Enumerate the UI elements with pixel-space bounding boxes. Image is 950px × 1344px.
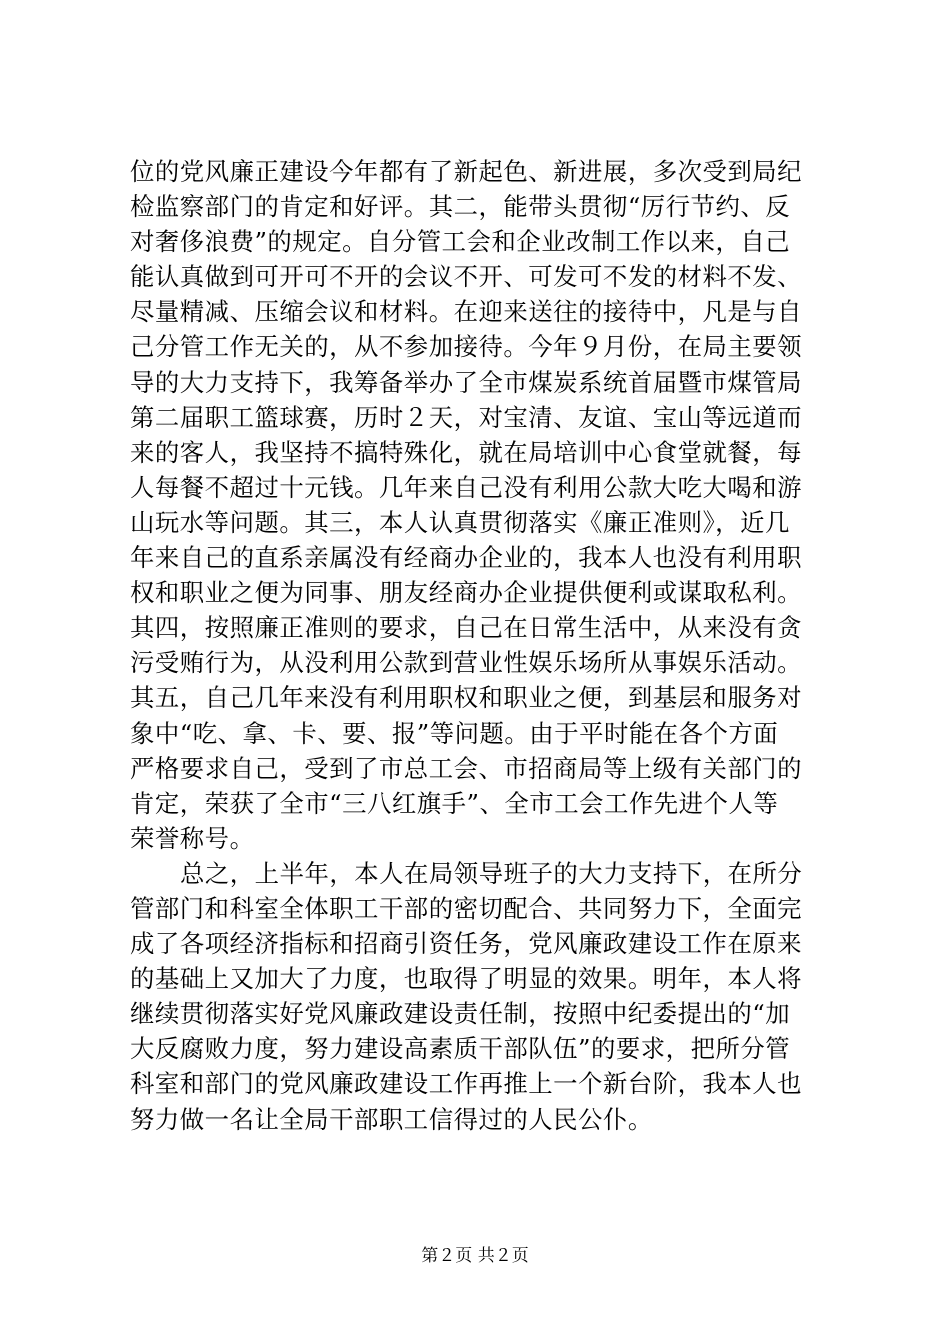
text-line: 总之，上半年，本人在局领导班子的大力支持下，在所分	[180, 858, 803, 888]
text-line: 山玩水等问题。其三，本人认真贯彻落实《廉正准则》，近几	[130, 507, 790, 537]
text-line: 对奢侈浪费”的规定。自分管工会和企业改制工作以来，自己	[130, 227, 791, 257]
text-line: 肯定，荣获了全市“三八红旗手”、全市工会工作先进个人等	[130, 788, 779, 818]
text-line: 己分管工作无关的，从不参加接待。今年９月份，在局主要领	[130, 332, 803, 362]
text-line: 科室和部门的党风廉政建设工作再推上一个新台阶，我本人也	[130, 1069, 803, 1099]
text-line: 导的大力支持下，我筹备举办了全市煤炭系统首届暨市煤管局	[130, 367, 803, 397]
text-line: 能认真做到可开可不开的会议不开、可发可不发的材料不发、	[130, 262, 803, 292]
text-line: 检监察部门的肯定和好评。其二，能带头贯彻“厉行节约、反	[130, 192, 791, 222]
text-line: 第二届职工篮球赛，历时２天，对宝清、友谊、宝山等远道而	[130, 402, 803, 432]
paragraph-2	[130, 856, 830, 1137]
text-line: 管部门和科室全体职工干部的密切配合、共同努力下，全面完	[130, 893, 803, 923]
page-number-footer: 第２页 共２页	[421, 1246, 529, 1266]
text-line: 污受贿行为，从没利用公款到营业性娱乐场所从事娱乐活动。	[130, 648, 803, 678]
text-line: 大反腐败力度，努力建设高素质干部队伍”的要求，把所分管	[130, 1034, 791, 1064]
text-line: 权和职业之便为同事、朋友经商办企业提供便利或谋取私利。	[130, 578, 803, 608]
text-line: 人每餐不超过十元钱。几年来自己没有利用公款大吃大喝和游	[130, 472, 803, 502]
text-line: 位的党风廉正建设今年都有了新起色、新进展，多次受到局纪	[130, 157, 803, 186]
text-line: 的基础上又加大了力度，也取得了明显的效果。明年，本人将	[130, 964, 803, 994]
text-line: 荣誉称号。	[130, 823, 255, 853]
document-body	[130, 154, 830, 1137]
text-line: 来的客人，我坚持不搞特殊化，就在局培训中心食堂就餐，每	[130, 437, 803, 467]
text-line: 成了各项经济指标和招商引资任务，党风廉政建设工作在原来	[130, 929, 803, 959]
text-line: 其四，按照廉正准则的要求，自己在日常生活中，从来没有贪	[130, 613, 803, 643]
text-line: 象中“吃、拿、卡、要、报”等问题。由于平时能在各个方面	[130, 718, 779, 748]
text-line: 其五，自己几年来没有利用职权和职业之便，到基层和服务对	[130, 683, 803, 713]
text-line: 年来自己的直系亲属没有经商办企业的，我本人也没有利用职	[130, 543, 803, 573]
paragraph-1	[130, 154, 830, 856]
text-line: 继续贯彻落实好党风廉政建设责任制，按照中纪委提出的“加	[130, 999, 791, 1029]
text-line: 努力做一名让全局干部职工信得过的人民公仆。	[130, 1104, 653, 1134]
text-line: 严格要求自己，受到了市总工会、市招商局等上级有关部门的	[130, 753, 803, 783]
text-line: 尽量精减、压缩会议和材料。在迎来送往的接待中，凡是与自	[130, 297, 803, 327]
